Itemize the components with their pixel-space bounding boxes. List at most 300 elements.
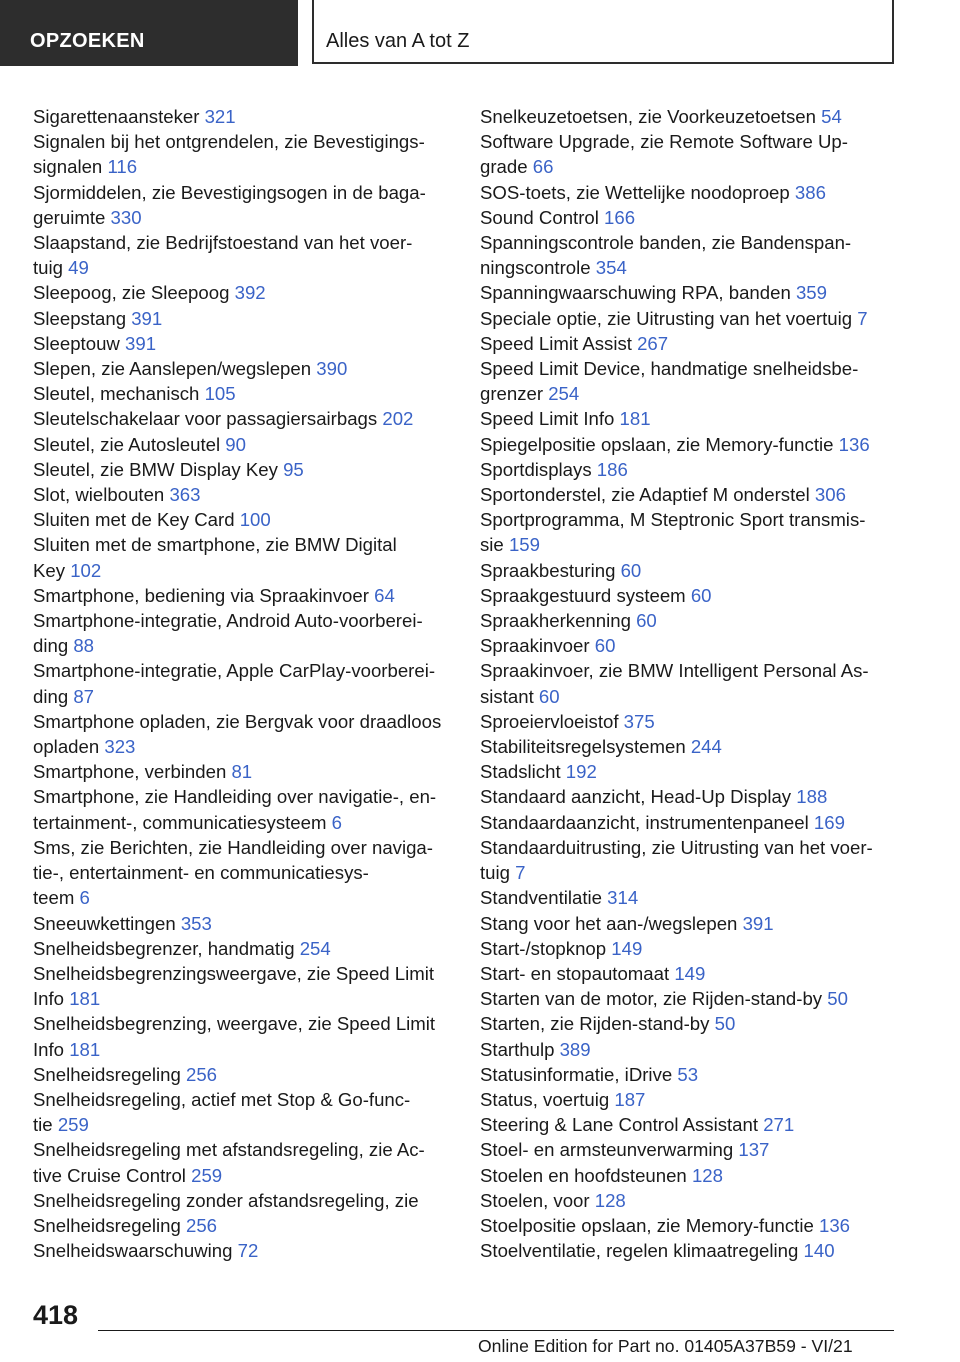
entry-term: Smartphone, bediening via Spraakinvoer — [33, 584, 369, 606]
entry-term: Start-/stopknop — [480, 937, 607, 959]
entry-term: Spraakbesturing — [480, 559, 616, 581]
page-link[interactable]: 137 — [738, 1139, 770, 1161]
entry-term: grenzer — [480, 383, 544, 405]
entry-term: sie — [480, 534, 504, 556]
index-entry — [480, 885, 900, 910]
entry-term: Spraakinvoer, zie BMW Intelligent Personal As- — [480, 660, 869, 682]
index-entry — [33, 936, 453, 961]
entry-text-line — [480, 633, 900, 658]
index-entry — [33, 482, 453, 507]
entry-text-line — [33, 507, 453, 532]
entry-text-line — [33, 1087, 453, 1112]
entry-term: Stabiliteitsregelsystemen — [480, 736, 686, 758]
page-link[interactable]: 60 — [690, 584, 712, 606]
entry-term: Sms, zie Berichten, zie Handleiding over naviga- — [33, 836, 433, 858]
entry-text-line — [33, 784, 453, 809]
entry-text-line — [480, 129, 900, 154]
page-link[interactable]: 188 — [796, 786, 828, 808]
entry-term: Snelheidsregeling zonder afstandsregeling, zie — [33, 1189, 419, 1211]
entry-text-line — [33, 306, 453, 331]
entry-term: Snelkeuzetoetsen, zie Voorkeuzetoetsen — [480, 106, 816, 127]
entry-text-line — [480, 255, 900, 280]
index-entry — [33, 230, 453, 280]
page-link[interactable]: 81 — [231, 761, 253, 783]
entry-text-line — [480, 986, 900, 1011]
entry-text-line — [480, 331, 900, 356]
index-entry — [33, 180, 453, 230]
entry-term: Starthulp — [480, 1038, 555, 1060]
index-entry — [480, 1188, 900, 1213]
entry-text-line — [480, 734, 900, 759]
entry-text-line — [480, 709, 900, 734]
index-entry — [480, 507, 900, 557]
page-link[interactable]: 169 — [813, 811, 845, 833]
entry-term: Speciale optie, zie Uitrusting van het voertuig — [480, 307, 853, 329]
page-link[interactable]: 149 — [611, 937, 643, 959]
entry-text-line — [33, 759, 453, 784]
entry-term: Spraakinvoer — [480, 635, 590, 657]
page-link[interactable]: 391 — [742, 912, 774, 934]
entry-text-line — [33, 936, 453, 961]
page-link[interactable]: 256 — [186, 1063, 218, 1085]
entry-text-line — [33, 1011, 453, 1036]
page-link[interactable]: 391 — [125, 332, 157, 354]
entry-text-line — [33, 154, 453, 179]
index-entry — [480, 280, 900, 305]
entry-text-line — [480, 406, 900, 431]
entry-term: Standaardaanzicht, instrumentenpaneel — [480, 811, 809, 833]
entry-term: Sluiten met de smartphone, zie BMW Digital — [33, 534, 397, 556]
index-entry — [480, 709, 900, 734]
index-entry — [480, 205, 900, 230]
index-entry — [480, 1037, 900, 1062]
entry-term: tive Cruise Control — [33, 1164, 186, 1186]
page-link[interactable]: 105 — [204, 383, 236, 405]
entry-text-line — [33, 608, 453, 633]
entry-text-line — [480, 608, 900, 633]
index-column-right — [480, 104, 900, 1263]
page-link[interactable]: 6 — [79, 887, 90, 909]
page-number: 418 — [33, 1300, 79, 1330]
index-entry — [33, 457, 453, 482]
page-link[interactable]: 128 — [594, 1189, 626, 1211]
index-entry — [33, 1087, 453, 1137]
page-link[interactable]: 60 — [538, 685, 560, 707]
entry-text-line — [33, 709, 453, 734]
index-entry — [480, 633, 900, 658]
page-link[interactable]: 259 — [57, 1114, 89, 1136]
entry-term: Snelheidswaarschuwing — [33, 1240, 233, 1262]
page-link[interactable]: 391 — [131, 307, 163, 329]
entry-text-line — [33, 180, 453, 205]
entry-text-line — [480, 1087, 900, 1112]
entry-text-line — [33, 457, 453, 482]
entry-term: Starten, zie Rijden-stand-by — [480, 1013, 710, 1035]
entry-term: Sportdisplays — [480, 458, 592, 480]
entry-text-line — [33, 406, 453, 431]
index-entry — [480, 406, 900, 431]
page-link[interactable]: 60 — [594, 635, 616, 657]
page-link[interactable]: 128 — [691, 1164, 723, 1186]
index-entry — [480, 810, 900, 835]
entry-term: Standaard aanzicht, Head-Up Display — [480, 786, 792, 808]
entry-text-line — [480, 658, 900, 683]
page-link[interactable]: 140 — [803, 1240, 835, 1262]
page-link[interactable]: 314 — [607, 887, 639, 909]
entry-term: Sleutel, zie Autosleutel — [33, 433, 221, 455]
entry-term: Start- en stopautomaat — [480, 962, 670, 984]
index-entry — [33, 784, 453, 834]
index-entry — [33, 356, 453, 381]
entry-term: Sleutel, mechanisch — [33, 383, 200, 405]
entry-text-line — [33, 129, 453, 154]
entry-text-line — [33, 1037, 453, 1062]
page-link[interactable]: 72 — [237, 1240, 259, 1262]
entry-term: Sleepoog, zie Sleepoog — [33, 282, 230, 304]
entry-text-line — [480, 1062, 900, 1087]
entry-text-line — [33, 1112, 453, 1137]
index-entry — [480, 784, 900, 809]
entry-text-line — [480, 205, 900, 230]
entry-text-line — [480, 684, 900, 709]
page-link[interactable]: 359 — [795, 282, 827, 304]
index-entry — [480, 457, 900, 482]
entry-term: Info — [33, 1038, 65, 1060]
entry-term: Spraakherkenning — [480, 610, 631, 632]
index-entry — [33, 583, 453, 608]
entry-text-line — [33, 205, 453, 230]
entry-text-line — [33, 532, 453, 557]
page-link[interactable]: 54 — [821, 106, 842, 127]
page-link[interactable]: 95 — [283, 458, 304, 480]
index-entry — [480, 986, 900, 1011]
entry-text-line — [480, 280, 900, 305]
page-link[interactable]: 87 — [73, 685, 95, 707]
index-entry — [480, 356, 900, 406]
index-entry — [33, 709, 453, 759]
entry-term: Snelheidsbegrenzingsweergave, zie Speed Limit — [33, 962, 435, 984]
index-entry — [480, 608, 900, 633]
entry-term: Sneeuwkettingen — [33, 912, 176, 934]
entry-term: Sound Control — [480, 206, 599, 228]
index-entry — [480, 1011, 900, 1036]
entry-text-line — [33, 986, 453, 1011]
page-link[interactable]: 181 — [619, 408, 651, 430]
page-link[interactable]: 187 — [614, 1088, 646, 1110]
entry-text-line — [480, 180, 900, 205]
entry-term: Stoelpositie opslaan, zie Memory-functie — [480, 1214, 814, 1236]
entry-term: Slaapstand, zie Bedrijfstoestand van het voer- — [33, 232, 413, 254]
page-link[interactable]: 50 — [714, 1013, 736, 1035]
entry-term: ding — [33, 635, 69, 657]
index-entry — [33, 507, 453, 532]
entry-term: Sjormiddelen, zie Bevestigingsogen in de baga- — [33, 181, 426, 203]
page-link[interactable]: 100 — [239, 509, 271, 531]
index-entry — [480, 1137, 900, 1162]
page-link[interactable]: 136 — [838, 433, 870, 455]
entry-text-line — [33, 835, 453, 860]
entry-term: Snelheidsregeling, actief met Stop & Go-func- — [33, 1088, 411, 1110]
index-entry — [480, 658, 900, 708]
entry-term: tuig — [480, 862, 510, 884]
entry-text-line — [33, 280, 453, 305]
index-entry — [33, 1062, 453, 1087]
entry-term: Standventilatie — [480, 887, 602, 909]
section-tab[interactable]: OPZOEKEN — [0, 0, 298, 66]
footer-divider — [98, 1330, 894, 1331]
entry-text-line — [480, 1188, 900, 1213]
index-entry — [480, 180, 900, 205]
entry-term: tuig — [33, 257, 63, 279]
index-entry — [33, 1188, 453, 1238]
index-entry — [33, 1011, 453, 1061]
entry-term: Spraakgestuurd systeem — [480, 584, 686, 606]
entry-term: Info — [33, 988, 65, 1010]
entry-text-line — [480, 1137, 900, 1162]
entry-term: geruimte — [33, 206, 106, 228]
page-link[interactable]: 166 — [604, 206, 636, 228]
index-entry — [33, 331, 453, 356]
page-link[interactable]: 323 — [104, 736, 136, 758]
entry-text-line — [33, 482, 453, 507]
entry-term: Speed Limit Info — [480, 408, 615, 430]
entry-term: Smartphone, zie Handleiding over navigatie-, en- — [33, 786, 437, 808]
page-link[interactable]: 66 — [532, 156, 554, 178]
entry-text-line — [480, 810, 900, 835]
index-entry — [480, 1163, 900, 1188]
entry-text-line — [480, 1163, 900, 1188]
page-link[interactable]: 7 — [857, 307, 868, 329]
page-link[interactable]: 353 — [180, 912, 212, 934]
page-link[interactable]: 267 — [637, 332, 669, 354]
entry-text-line — [480, 936, 900, 961]
entry-term: Sleutel, zie BMW Display Key — [33, 458, 278, 480]
entry-text-line — [33, 331, 453, 356]
index-entry — [480, 759, 900, 784]
entry-term: SOS-toets, zie Wettelijke noodoproep — [480, 181, 790, 203]
index-entry — [480, 1213, 900, 1238]
page-link[interactable]: 64 — [374, 584, 395, 606]
entry-term: Stoelventilatie, regelen klimaatregeling — [480, 1240, 799, 1262]
entry-term: Statusinformatie, iDrive — [480, 1063, 673, 1085]
page-link[interactable]: 192 — [565, 761, 597, 783]
page-link[interactable]: 390 — [316, 358, 348, 380]
page-link[interactable]: 330 — [110, 206, 142, 228]
entry-text-line — [480, 381, 900, 406]
entry-term: Slot, wielbouten — [33, 484, 165, 506]
page-link[interactable]: 271 — [763, 1114, 795, 1136]
entry-text-line — [33, 356, 453, 381]
entry-term: Sleeptouw — [33, 332, 120, 354]
entry-term: opladen — [33, 736, 100, 758]
entry-text-line — [480, 911, 900, 936]
index-entry — [480, 1112, 900, 1137]
entry-term: Key — [33, 559, 66, 581]
page-link[interactable]: 50 — [827, 988, 848, 1010]
entry-text-line — [33, 558, 453, 583]
entry-term: Speed Limit Device, handmatige snelheidsbe- — [480, 358, 859, 380]
index-entry — [33, 532, 453, 582]
entry-text-line — [33, 734, 453, 759]
entry-text-line — [480, 457, 900, 482]
entry-text-line — [480, 532, 900, 557]
entry-text-line — [33, 1137, 453, 1162]
entry-term: Stoelen, voor — [480, 1189, 590, 1211]
entry-term: tertainment-, communicatiesysteem — [33, 811, 327, 833]
index-entry — [33, 1238, 453, 1263]
page-link[interactable]: 202 — [382, 408, 414, 430]
entry-term: Sleepstang — [33, 307, 127, 329]
entry-term: Stoel- en armsteunverwarming — [480, 1139, 734, 1161]
page-link[interactable]: 389 — [559, 1038, 591, 1060]
entry-term: Spanningscontrole banden, zie Bandenspan- — [480, 232, 852, 254]
entry-text-line — [33, 381, 453, 406]
page-link[interactable]: 306 — [814, 484, 846, 506]
index-entry — [480, 230, 900, 280]
entry-text-line — [480, 885, 900, 910]
entry-term: signalen — [33, 156, 103, 178]
page-link[interactable]: 53 — [677, 1063, 699, 1085]
page-link[interactable]: 60 — [636, 610, 657, 632]
entry-term: tie-, entertainment- en communicatiesys- — [33, 862, 369, 884]
index-entry — [33, 759, 453, 784]
entry-text-line — [480, 1037, 900, 1062]
page-link[interactable]: 88 — [73, 635, 95, 657]
entry-text-line — [33, 684, 453, 709]
entry-text-line — [480, 306, 900, 331]
page-link[interactable]: 321 — [204, 106, 236, 127]
page-link[interactable]: 149 — [674, 962, 706, 984]
entry-term: Sportprogramma, M Steptronic Sport transmis- — [480, 509, 866, 531]
entry-text-line — [33, 1163, 453, 1188]
entry-term: Snelheidsregeling met afstandsregeling, zie Ac- — [33, 1139, 425, 1161]
entry-text-line — [33, 255, 453, 280]
page-link[interactable]: 7 — [515, 862, 526, 884]
entry-term: Sportonderstel, zie Adaptief M onderstel — [480, 484, 810, 506]
page-header — [0, 0, 960, 66]
entry-text-line — [480, 1213, 900, 1238]
page-link[interactable]: 392 — [234, 282, 266, 304]
entry-text-line — [33, 658, 453, 683]
entry-term: tie — [33, 1114, 53, 1136]
entry-text-line — [480, 154, 900, 179]
entry-text-line — [33, 961, 453, 986]
entry-term: Snelheidsbegrenzing, weergave, zie Speed Limit — [33, 1013, 436, 1035]
page-link[interactable]: 6 — [331, 811, 342, 833]
entry-text-line — [480, 784, 900, 809]
entry-text-line — [480, 482, 900, 507]
entry-term: Speed Limit Assist — [480, 332, 632, 354]
entry-term: Sleutelschakelaar voor passagiersairbags — [33, 408, 378, 430]
index-entry — [480, 1062, 900, 1087]
entry-term: Smartphone-integratie, Android Auto-voorberei- — [33, 610, 423, 632]
entry-text-line — [33, 911, 453, 936]
index-entry — [480, 104, 900, 129]
chapter-title: Alles van A tot Z — [312, 0, 894, 64]
entry-term: Spiegelpositie opslaan, zie Memory-functie — [480, 433, 834, 455]
entry-term: Standaarduitrusting, zie Uitrusting van het voer- — [480, 836, 873, 858]
page-link[interactable]: 354 — [595, 257, 627, 279]
page-link[interactable]: 116 — [107, 156, 138, 178]
page-link[interactable]: 259 — [191, 1164, 223, 1186]
edition-info: Online Edition for Part no. 01405A37B59 - VI/21 — [478, 1336, 853, 1356]
index-entry — [480, 1238, 900, 1263]
index-entry — [480, 482, 900, 507]
index-entry — [33, 1137, 453, 1187]
entry-term: Smartphone, verbinden — [33, 761, 227, 783]
entry-term: teem — [33, 887, 75, 909]
entry-text-line — [480, 432, 900, 457]
index-entry — [480, 835, 900, 885]
entry-term: grade — [480, 156, 528, 178]
index-entry — [33, 129, 453, 179]
page-link[interactable]: 254 — [299, 937, 331, 959]
entry-text-line — [480, 860, 900, 885]
page-link[interactable]: 102 — [70, 559, 102, 581]
entry-term: Sigarettenaansteker — [33, 106, 200, 127]
entry-text-line — [480, 230, 900, 255]
entry-term: ningscontrole — [480, 257, 591, 279]
entry-term: Smartphone-integratie, Apple CarPlay-voorberei- — [33, 660, 436, 682]
index-entry — [480, 961, 900, 986]
index-entry — [480, 331, 900, 356]
entry-term: Sluiten met de Key Card — [33, 509, 235, 531]
entry-text-line — [480, 961, 900, 986]
page-link[interactable]: 181 — [69, 1038, 101, 1060]
page-link[interactable]: 60 — [620, 559, 642, 581]
page-link[interactable]: 90 — [225, 433, 246, 455]
entry-term: ding — [33, 685, 69, 707]
page-link[interactable]: 159 — [508, 534, 540, 556]
entry-text-line — [480, 356, 900, 381]
index-entry — [480, 936, 900, 961]
page-link[interactable]: 49 — [68, 257, 89, 279]
page-link[interactable]: 181 — [69, 988, 101, 1010]
index-entry — [480, 558, 900, 583]
index-entry — [33, 658, 453, 708]
page-link[interactable]: 363 — [169, 484, 201, 506]
entry-text-line — [33, 230, 453, 255]
entry-term: Snelheidsregeling — [33, 1214, 181, 1236]
entry-term: Signalen bij het ontgrendelen, zie Bevestigings- — [33, 131, 425, 153]
entry-term: Stadslicht — [480, 761, 561, 783]
entry-term: Software Upgrade, zie Remote Software Up- — [480, 131, 848, 153]
entry-term: Smartphone opladen, zie Bergvak voor draadloos — [33, 710, 442, 732]
page-link[interactable]: 256 — [186, 1214, 218, 1236]
index-entry — [33, 306, 453, 331]
page-link[interactable]: 386 — [794, 181, 826, 203]
page-link[interactable]: 244 — [690, 736, 722, 758]
entry-text-line — [33, 432, 453, 457]
index-entry — [480, 129, 900, 179]
entry-term: Snelheidsbegrenzer, handmatig — [33, 937, 295, 959]
entry-text-line — [480, 583, 900, 608]
page-link[interactable]: 136 — [819, 1214, 851, 1236]
entry-text-line — [480, 104, 900, 129]
entry-text-line — [33, 810, 453, 835]
page-link[interactable]: 375 — [623, 710, 655, 732]
page-link[interactable]: 254 — [548, 383, 580, 405]
page-link[interactable]: 186 — [596, 458, 628, 480]
index-entry — [33, 381, 453, 406]
index-entry — [480, 734, 900, 759]
index-column-left — [33, 104, 453, 1263]
index-entry — [480, 911, 900, 936]
index-entry — [480, 1087, 900, 1112]
entry-text-line — [33, 1188, 453, 1213]
entry-text-line — [33, 583, 453, 608]
index-entry — [480, 432, 900, 457]
